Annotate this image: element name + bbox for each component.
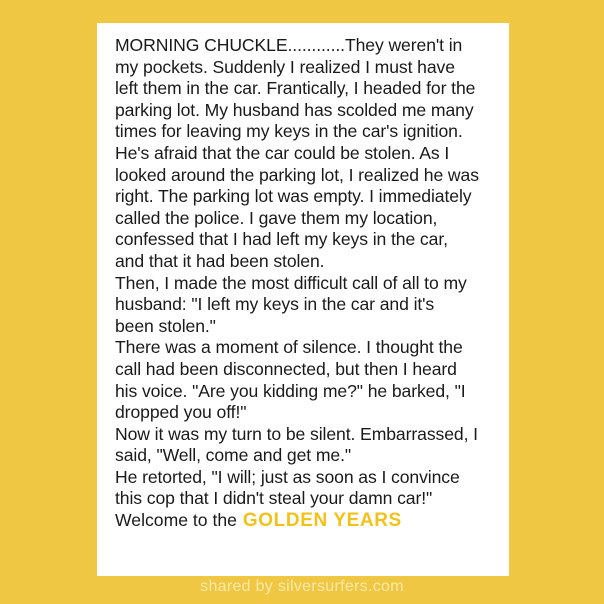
closing-line: [115, 510, 499, 532]
story-text: [115, 35, 499, 532]
golden-years-highlight: GOLDEN YEARS: [242, 510, 402, 532]
story-line: left them in the car. Frantically, I headed for the: [115, 78, 476, 99]
story-card: [97, 23, 509, 576]
credit-watermark: shared by silversurfers.com: [200, 578, 404, 595]
story-line: called the police. I gave them my location,: [115, 207, 438, 228]
story-line: said, "Well, come and get me.": [115, 445, 352, 466]
story-line: his voice. "Are you kidding me?" he barked, "I: [115, 380, 466, 401]
closing-text: Welcome to the: [115, 510, 237, 531]
story-line: my pockets. Suddenly I realized I must have: [115, 56, 455, 77]
story-line: confessed that I had left my keys in the car,: [115, 229, 448, 250]
story-line: dropped you off!": [115, 402, 247, 423]
story-line: husband: "I left my keys in the car and it's: [115, 294, 435, 315]
story-line: looked around the parking lot, I realized he was: [115, 164, 479, 185]
story-line: He's afraid that the car could be stolen. As I: [115, 142, 450, 163]
story-line: call had been disconnected, but then I heard: [115, 358, 457, 379]
story-line: and that it had been stolen.: [115, 250, 325, 271]
story-line: Then, I made the most difficult call of all to my: [115, 272, 467, 293]
story-line: MORNING CHUCKLE............They weren't in: [115, 35, 463, 55]
story-line: parking lot. My husband has scolded me many: [115, 99, 474, 120]
story-line: There was a moment of silence. I thought the: [115, 337, 463, 358]
story-line: times for leaving my keys in the car's ignition.: [115, 121, 463, 142]
story-line: Now it was my turn to be silent. Embarrassed, I: [115, 423, 478, 444]
story-line: this cop that I didn't steal your damn car!": [115, 488, 433, 509]
story-line: been stolen.": [115, 315, 216, 336]
story-line: He retorted, "I will; just as soon as I convince: [115, 466, 460, 487]
story-line: right. The parking lot was empty. I immediately: [115, 186, 472, 207]
